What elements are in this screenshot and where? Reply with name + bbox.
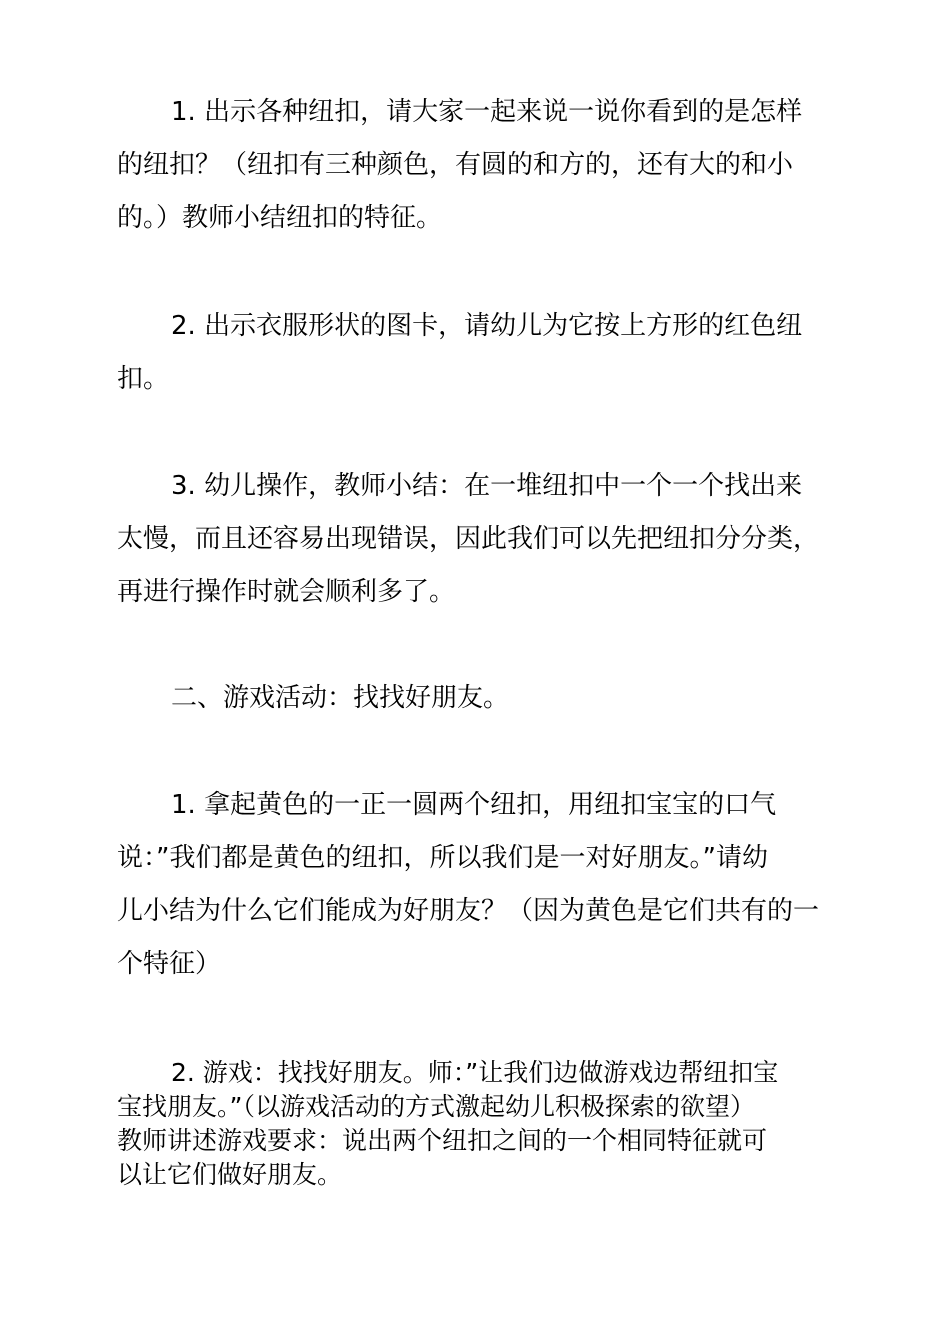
paragraph-5-line-1: 1. 拿起黄色的一正一圆两个纽扣，用纽扣宝宝的口气	[171, 790, 777, 820]
section-heading: 二、游戏活动：找找好朋友。	[171, 683, 510, 713]
paragraph-1-line-2: 的纽扣？（纽扣有三种颜色，有圆的和方的，还有大的和小	[117, 150, 794, 180]
paragraph-3-line-1: 3. 幼儿操作，教师小结：在一堆纽扣中一个一个找出来	[171, 471, 803, 501]
paragraph-5-line-3: 儿小结为什么它们能成为好朋友？（因为黄色是它们共有的一	[117, 896, 820, 926]
paragraph-6-line-3: 教师讲述游戏要求：说出两个纽扣之间的一个相同特征就可	[117, 1126, 768, 1155]
paragraph-2-line-1: 2. 出示衣服形状的图卡，请幼儿为它按上方形的红色纽	[171, 311, 803, 341]
paragraph-5-line-2: 说：”我们都是黄色的纽扣，所以我们是一对好朋友。”请幼	[117, 843, 768, 873]
paragraph-1-line-3: 的。）教师小结纽扣的特征。	[117, 203, 443, 233]
paragraph-3-line-2: 太慢，而且还容易出现错误，因此我们可以先把纽扣分分类，	[117, 524, 820, 554]
paragraph-6-line-1: 2. 游戏：找找好朋友。师：”让我们边做游戏边帮纽扣宝	[171, 1058, 779, 1087]
paragraph-3-line-3: 再进行操作时就会顺利多了。	[117, 577, 456, 607]
paragraph-1-line-1: 1. 出示各种纽扣，请大家一起来说一说你看到的是怎样	[171, 97, 803, 127]
paragraph-5-line-4: 个特征）	[117, 949, 222, 979]
paragraph-6-line-4: 以让它们做好朋友。	[117, 1160, 343, 1189]
paragraph-6-line-2: 宝找朋友。”（以游戏活动的方式激起幼儿积极探索的欲望）	[117, 1092, 755, 1121]
paragraph-2-line-2: 扣。	[117, 364, 170, 394]
